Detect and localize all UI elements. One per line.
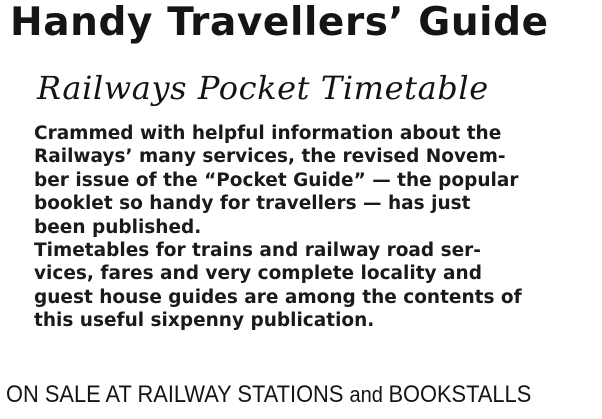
body-line: Crammed with helpful information about the [34,123,502,144]
body-line: Timetables for trains and railway road ser- [34,240,481,262]
body-line: this useful sixpenny publication. [34,310,375,332]
sale-locations-footer [6,380,547,410]
footer-text-bookstalls: BOOKSTALLS [388,381,532,408]
body-copy [34,122,574,333]
subheadline: Railways Pocket Timetable [37,69,489,107]
body-line: Railways’ many services, the revised Novem- [34,146,506,168]
body-line: ber issue of the “Pocket Guide” — the popular [34,169,519,191]
footer-text-sale: ON SALE AT RAILWAY STATIONS [6,381,350,408]
body-line: been published. [34,216,202,238]
body-line: booklet so handy for travellers — has just [34,193,471,215]
body-line: guest house guides are among the contents of [34,286,522,308]
body-line: vices, fares and very complete locality and [34,263,482,285]
footer-text-and: and [349,382,389,407]
headline: Handy Travellers’ Guide [10,0,549,45]
